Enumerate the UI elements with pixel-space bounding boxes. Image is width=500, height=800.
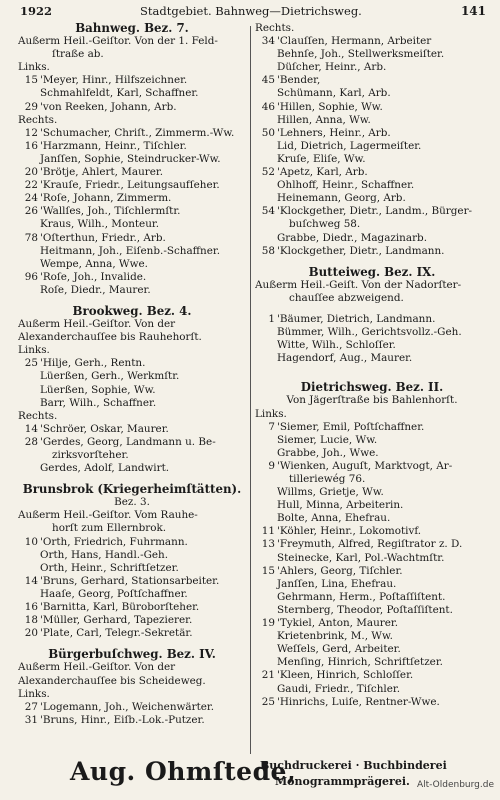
resident-text: 'von Reeken, Johann, Arb. [40, 100, 177, 113]
street-side-label: Links. [18, 61, 50, 74]
resident-entry [255, 696, 489, 709]
resident-text: Ohlhoff, Heinr., Schaffner. [277, 179, 415, 192]
house-number: 15 [24, 74, 38, 87]
house-number: 45 [261, 74, 275, 87]
resident-text: Kraus, Wilh., Monteur. [40, 218, 160, 231]
resident-text: 'Tykiel, Anton, Maurer. [277, 617, 399, 630]
resident-text: 'Müller, Gerhard, Tapezierer. [40, 614, 193, 627]
resident-entry [18, 218, 246, 231]
resident-entry [255, 565, 489, 578]
resident-entry [18, 87, 246, 100]
resident-entry [255, 499, 489, 512]
resident-text: Heinemann, Georg, Arb. [277, 192, 406, 205]
resident-text: Orth, Hans, Handl.-Geh. [40, 548, 169, 561]
resident-text: 'Oſterthun, Friedr., Arb. [40, 231, 166, 244]
resident-text: 'Hinrichs, Luiſe, Rentner-Wwe. [277, 695, 440, 708]
resident-entry [255, 434, 489, 447]
resident-text: Heitmann, Joh., Eiſenb.-Schaffner. [40, 244, 221, 257]
resident-entry [255, 486, 489, 499]
street-side-label: Links. [255, 407, 287, 420]
house-number: 11 [261, 525, 275, 538]
resident-entry [255, 669, 489, 682]
resident-text: 'Lehners, Heinr., Arb. [277, 126, 391, 139]
resident-text: 'Roſe, Johann, Zimmerm. [40, 192, 172, 205]
resident-entry [18, 245, 246, 258]
house-number: 7 [268, 420, 275, 433]
resident-entry [18, 140, 246, 153]
resident-text: 'Roſe, Joh., Invalide. [40, 270, 147, 283]
house-number: 19 [261, 617, 275, 630]
resident-text: Grabbe, Diedr., Magazinarb. [277, 231, 427, 244]
resident-text: Witte, Wilh., Schloſſer. [277, 339, 396, 352]
resident-entry [18, 397, 246, 410]
house-number: 50 [261, 126, 275, 139]
house-number: 25 [24, 357, 38, 370]
street-heading: Dietrichsweg. Bez. II. [300, 381, 444, 395]
resident-text: Haaſe, Georg, Poſtſchaffner. [40, 587, 188, 600]
street-description: Außerm Heil.-Geiſtor. Von der [18, 318, 176, 331]
resident-text: 'Krauſe, Friedr., Leitungsaufſeher. [40, 179, 220, 192]
resident-text: Kruſe, Eliſe, Ww. [277, 152, 366, 165]
resident-entry [18, 588, 246, 601]
resident-text: 'Meyer, Hinr., Hilfszeichner. [40, 74, 188, 87]
resident-text: 'Barnitta, Karl, Büroborſteher. [40, 601, 200, 614]
house-number: 25 [261, 695, 275, 708]
resident-text: 'Klockgether, Dietr., Landm., Bürger- [277, 205, 473, 218]
resident-text: Hillen, Anna, Ww. [277, 113, 371, 126]
resident-entry [255, 421, 489, 434]
house-number: 1 [268, 312, 275, 325]
resident-entry [18, 714, 246, 727]
resident-entry [18, 74, 246, 87]
header-year: 1922 [20, 4, 53, 18]
resident-entry [255, 101, 489, 114]
resident-text: Gaudi, Friedr., Tiſchler. [277, 682, 401, 695]
resident-entry [18, 601, 246, 614]
resident-entry [18, 232, 246, 245]
resident-entry [255, 232, 489, 245]
house-number: 13 [261, 538, 275, 551]
resident-entry [18, 370, 246, 383]
resident-text: Behnſe, Joh., Stellwerksmeiſter. [277, 48, 445, 61]
entry-continuation: horſt zum Ellernbrok. [52, 522, 167, 535]
resident-entry [18, 258, 246, 271]
resident-entry [255, 245, 489, 258]
resident-text: Siemer, Lucie, Ww. [277, 433, 378, 446]
resident-entry [255, 460, 489, 473]
resident-entry [18, 462, 246, 475]
resident-entry [255, 339, 489, 352]
resident-entry [18, 153, 246, 166]
resident-entry [18, 101, 246, 114]
resident-entry [18, 166, 246, 179]
resident-text: Janſſen, Sophie, Steindrucker-Ww. [40, 152, 221, 165]
resident-text: Hagendorf, Aug., Maurer. [277, 352, 413, 365]
house-number: 20 [24, 627, 38, 640]
spacer [255, 258, 489, 266]
street-side-label: Links. [18, 344, 50, 357]
entry-continuation: chauſſee abzweigend. [289, 291, 404, 304]
resident-entry [255, 683, 489, 696]
house-number: 12 [24, 126, 38, 139]
resident-text: Orth, Heinr., Schriftſetzer. [40, 561, 179, 574]
house-number: 14 [24, 574, 38, 587]
resident-text: 'Harzmann, Heinr., Tiſchler. [40, 139, 187, 152]
resident-entry [255, 326, 489, 339]
resident-entry [255, 617, 489, 630]
street-heading: Bahnweg. Bez. 7. [75, 22, 189, 35]
resident-text: 'Ahlers, Georg, Tiſchler. [277, 564, 403, 577]
resident-entry [255, 447, 489, 460]
resident-entry [255, 538, 489, 551]
resident-text: 'Schröer, Oskar, Maurer. [40, 422, 169, 435]
resident-text: 'Klockgether, Dietr., Landmann. [277, 244, 445, 257]
house-number: 78 [24, 231, 38, 244]
house-number: 31 [24, 713, 38, 726]
street-side-label: Rechts. [18, 113, 58, 126]
spacer [18, 640, 246, 648]
resident-text: 'Clauſſen, Hermann, Arbeiter [277, 35, 432, 48]
resident-entry [18, 423, 246, 436]
resident-entry [255, 153, 489, 166]
resident-text: Bolte, Anna, Ehefrau. [277, 512, 391, 525]
resident-text: Sternberg, Theodor, Poſtaſſiſtent. [277, 603, 453, 616]
resident-entry [255, 87, 489, 100]
resident-entry [18, 357, 246, 370]
entry-continuation: tilleriewég 76. [289, 473, 366, 485]
street-description: Bez. 3. [114, 496, 150, 509]
house-number: 20 [24, 166, 38, 179]
resident-entry [255, 166, 489, 179]
house-number: 27 [24, 700, 38, 713]
resident-text: 'Schumacher, Chriſt., Zimmerm.-Ww. [40, 126, 235, 139]
entry-continuation: buſchweg 58. [289, 218, 361, 231]
street-heading: Brunsbrok (Kriegerheimſtätten). [22, 483, 242, 497]
house-number: 46 [261, 100, 275, 113]
resident-entry [18, 436, 246, 449]
resident-text: Janſſen, Lina, Ehefrau. [277, 577, 397, 590]
resident-text: Menſing, Hinrich, Schriftſetzer. [277, 656, 443, 669]
house-number: 14 [24, 422, 38, 435]
spacer [255, 305, 489, 313]
resident-text: 'Kleen, Hinrich, Schloſſer. [277, 669, 414, 682]
resident-text: Lid, Dietrich, Lagermeiſter. [277, 139, 422, 152]
resident-text: Krietenbrink, M., Ww. [277, 630, 393, 643]
resident-entry [255, 630, 489, 643]
resident-text: Weſſels, Gerd, Arbeiter. [277, 643, 401, 656]
resident-text: Bümmer, Wilh., Gerichtsvollz.-Geh. [277, 326, 462, 339]
resident-entry [255, 74, 489, 87]
resident-entry [255, 352, 489, 365]
spacer [255, 365, 489, 373]
resident-text: Roſe, Diedr., Maurer. [40, 283, 151, 296]
resident-text: Düſcher, Heinr., Arb. [277, 61, 387, 74]
street-description: Alexanderchauſſee bis Rauhehorſt. [18, 331, 202, 344]
advert-line-2: Monogrammprägerei. [275, 775, 410, 788]
house-number: 28 [24, 435, 38, 448]
spacer [18, 297, 246, 305]
resident-entry [255, 604, 489, 617]
entry-continuation: zirksvorſteher. [52, 449, 129, 461]
resident-entry [255, 313, 489, 326]
house-number: 22 [24, 179, 38, 192]
resident-entry [255, 179, 489, 192]
house-number: 15 [261, 564, 275, 577]
resident-entry [255, 643, 489, 656]
resident-entry [18, 179, 246, 192]
resident-entry [255, 552, 489, 565]
resident-text: 'Bäumer, Dietrich, Landmann. [277, 312, 436, 325]
resident-text: 'Köhler, Heinr., Lokomotivf. [277, 525, 422, 538]
resident-text: Willms, Grietje, Ww. [277, 486, 384, 499]
street-side-label: Rechts. [18, 409, 58, 422]
resident-text: Lüerßen, Sophie, Ww. [40, 383, 156, 396]
header-title: Stadtgebiet. Bahnweg—Dietrichsweg. [140, 4, 362, 18]
page-number: 141 [460, 4, 486, 18]
left-column [18, 22, 246, 752]
resident-text: 'Logemann, Joh., Weichenwärter. [40, 700, 215, 713]
resident-entry [255, 656, 489, 669]
resident-entry [255, 35, 489, 48]
resident-text: 'Bender, [277, 74, 321, 87]
resident-entry [18, 205, 246, 218]
resident-text: 'Freymuth, Alfred, Regiſtrator z. D. [277, 538, 463, 551]
resident-entry [255, 114, 489, 127]
resident-entry [255, 525, 489, 538]
resident-entry [18, 127, 246, 140]
resident-entry [18, 536, 246, 549]
advert-line-1: Buchdruckerei · Buchbinderei [260, 759, 447, 772]
resident-entry [255, 192, 489, 205]
street-heading: Bürgerbuſchweg. Bez. IV. [48, 648, 216, 662]
resident-text: 'Orth, Friedrich, Fuhrmann. [40, 535, 188, 548]
resident-text: Lüerßen, Gerh., Werkmſtr. [40, 370, 180, 383]
resident-entry [18, 384, 246, 397]
resident-entry [255, 591, 489, 604]
house-number: 18 [24, 614, 38, 627]
resident-entry [18, 562, 246, 575]
street-description: Außerm Heil.-Geiſtor. Von der [18, 661, 176, 674]
resident-text: Schümann, Karl, Arb. [277, 87, 391, 100]
resident-entry [255, 512, 489, 525]
spacer [255, 373, 489, 381]
house-number: 34 [261, 35, 275, 48]
house-number: 52 [261, 166, 275, 179]
house-number: 58 [261, 244, 275, 257]
resident-entry [18, 614, 246, 627]
resident-text: 'Wienken, Auguſt, Marktvogt, Ar- [277, 459, 453, 472]
house-number: 96 [24, 270, 38, 283]
resident-entry [255, 48, 489, 61]
resident-text: 'Apetz, Karl, Arb. [277, 166, 368, 179]
entry-continuation: ſtraße ab. [52, 48, 104, 61]
house-number: 21 [261, 669, 275, 682]
street-description: Alexanderchauſſee bis Scheideweg. [18, 674, 206, 687]
advert-name: Aug. Ohmſtede, [70, 757, 297, 786]
resident-entry [18, 701, 246, 714]
resident-text: 'Hillen, Sophie, Ww. [277, 100, 383, 113]
resident-entry [255, 127, 489, 140]
watermark: Alt-Oldenburg.de [416, 780, 494, 790]
resident-text: 'Wallſes, Joh., Tiſchlermſtr. [40, 205, 181, 218]
resident-text: Gerdes, Adolf, Landwirt. [40, 462, 170, 475]
street-description: Außerm Heil.-Geiſtor. Vom Rauhe- [18, 509, 198, 522]
resident-entry [255, 205, 489, 218]
resident-entry [18, 575, 246, 588]
resident-text: Wempe, Anna, Wwe. [40, 257, 148, 270]
resident-text: Hull, Minna, Arbeiterin. [277, 499, 404, 512]
house-number: 16 [24, 601, 38, 614]
street-heading: Brookweg. Bez. 4. [72, 304, 192, 318]
resident-text: 'Bruns, Hinr., Eiſb.-Lok.-Putzer. [40, 713, 205, 726]
resident-entry [18, 271, 246, 284]
resident-text: Steinecke, Karl, Pol.-Wachtmſtr. [277, 551, 445, 564]
resident-entry [18, 549, 246, 562]
street-side-label: Links. [18, 687, 50, 700]
house-number: 16 [24, 139, 38, 152]
house-number: 9 [268, 459, 275, 472]
house-number: 10 [24, 535, 38, 548]
street-description: Außerm Heil.-Geiſtor. Von der 1. Feld- [18, 35, 218, 48]
column-divider [250, 26, 251, 754]
resident-entry [255, 61, 489, 74]
resident-entry [18, 627, 246, 640]
page-header [20, 4, 486, 20]
spacer [18, 475, 246, 483]
resident-text: 'Plate, Carl, Telegr.-Sekretär. [40, 627, 193, 640]
resident-entry [255, 578, 489, 591]
resident-entry [18, 192, 246, 205]
resident-entry [255, 140, 489, 153]
street-description: Außerm Heil.-Geiſt. Von der Nadorſter- [255, 278, 462, 291]
house-number: 29 [24, 100, 38, 113]
street-side-label: Rechts. [255, 22, 295, 34]
resident-text: 'Bruns, Gerhard, Stationsarbeiter. [40, 574, 220, 587]
house-number: 54 [261, 205, 275, 218]
house-number: 26 [24, 205, 38, 218]
street-description: Von Jägerſtraße bis Bahlenhorſt. [286, 394, 458, 407]
resident-text: Schmahlfeldt, Karl, Schaffner. [40, 87, 199, 100]
resident-text: Gehrmann, Herm., Poſtaſſiſtent. [277, 590, 446, 603]
resident-text: Barr, Wilh., Schaffner. [40, 396, 157, 409]
resident-text: 'Siemer, Emil, Poſtſchaffner. [277, 420, 425, 433]
right-column [255, 22, 489, 752]
resident-text: 'Brötje, Ahlert, Maurer. [40, 166, 164, 179]
resident-entry [18, 284, 246, 297]
resident-text: Grabbe, Joh., Wwe. [277, 446, 379, 459]
resident-text: 'Hilje, Gerh., Rentn. [40, 357, 146, 370]
street-heading: Butteiweg. Bez. IX. [308, 265, 436, 279]
house-number: 24 [24, 192, 38, 205]
resident-text: 'Gerdes, Georg, Landmann u. Be- [40, 435, 216, 448]
